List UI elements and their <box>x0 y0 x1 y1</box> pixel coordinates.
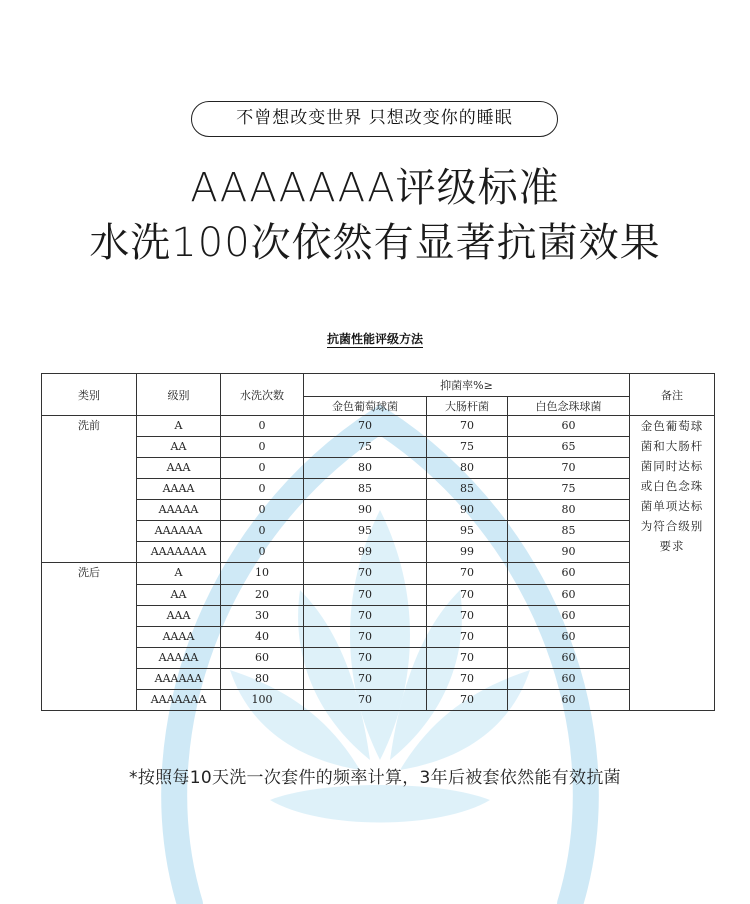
staph-cell: 95 <box>304 521 427 542</box>
washes-cell: 0 <box>221 416 304 437</box>
note-line: 要求 <box>659 539 685 553</box>
grade-cell: AAAAAAA <box>137 689 221 710</box>
table-row <box>42 605 715 626</box>
staph-cell: 70 <box>304 668 427 689</box>
ecoli-cell: 70 <box>427 668 508 689</box>
antibacterial-grade-table <box>41 373 715 711</box>
washes-cell: 0 <box>221 521 304 542</box>
candida-cell: 60 <box>508 626 630 647</box>
grade-cell: AAAAAA <box>137 521 221 542</box>
washes-cell: 0 <box>221 542 304 563</box>
staph-cell: 70 <box>304 689 427 710</box>
candida-cell: 70 <box>508 458 630 479</box>
staph-cell: 70 <box>304 584 427 605</box>
category-cell: 洗前 <box>42 416 137 563</box>
table-title: 抗菌性能评级方法 <box>326 332 423 346</box>
candida-cell: 60 <box>508 668 630 689</box>
grade-cell: AAAA <box>137 479 221 500</box>
grade-cell: AAAAA <box>137 500 221 521</box>
ecoli-cell: 70 <box>427 563 508 584</box>
staph-cell: 70 <box>304 416 427 437</box>
grade-cell: AAAAA <box>137 647 221 668</box>
grade-cell: AA <box>137 584 221 605</box>
header-washes: 水洗次数 <box>221 374 304 416</box>
note-line: 菌单项达标 <box>640 499 704 513</box>
washes-cell: 0 <box>221 479 304 500</box>
footer-note: *按照每10天洗一次套件的频率计算，3年后被套依然能有效抗菌 <box>129 768 621 788</box>
washes-cell: 40 <box>221 626 304 647</box>
category-cell: 洗后 <box>42 563 137 711</box>
header-category: 类别 <box>42 374 137 416</box>
staph-cell: 80 <box>304 458 427 479</box>
candida-cell: 60 <box>508 416 630 437</box>
slogan-pill: 不曾想改变世界 只想改变你的睡眠 <box>191 101 558 137</box>
header-candida: 白色念珠球菌 <box>508 397 630 416</box>
candida-cell: 80 <box>508 500 630 521</box>
candida-cell: 90 <box>508 542 630 563</box>
candida-cell: 85 <box>508 521 630 542</box>
washes-cell: 20 <box>221 584 304 605</box>
ecoli-cell: 90 <box>427 500 508 521</box>
candida-cell: 60 <box>508 647 630 668</box>
ecoli-cell: 75 <box>427 437 508 458</box>
staph-cell: 70 <box>304 563 427 584</box>
table-row <box>42 647 715 668</box>
header-staph: 金色葡萄球菌 <box>304 397 427 416</box>
grade-cell: AAAA <box>137 626 221 647</box>
washes-cell: 10 <box>221 563 304 584</box>
table-row <box>42 479 715 500</box>
note-line: 或白色念珠 <box>640 479 704 493</box>
washes-cell: 0 <box>221 458 304 479</box>
staph-cell: 85 <box>304 479 427 500</box>
grade-cell: AAA <box>137 458 221 479</box>
table-row <box>42 437 715 458</box>
candida-cell: 60 <box>508 605 630 626</box>
candida-cell: 60 <box>508 563 630 584</box>
ecoli-cell: 70 <box>427 605 508 626</box>
ecoli-cell: 70 <box>427 647 508 668</box>
staph-cell: 70 <box>304 605 427 626</box>
grade-cell: AAAAAAA <box>137 542 221 563</box>
table-row <box>42 689 715 710</box>
washes-cell: 0 <box>221 437 304 458</box>
table-row <box>42 521 715 542</box>
note-line: 金色葡萄球 <box>640 419 704 433</box>
ecoli-cell: 70 <box>427 689 508 710</box>
table-row <box>42 542 715 563</box>
grade-cell: A <box>137 563 221 584</box>
staph-cell: 70 <box>304 647 427 668</box>
ecoli-cell: 70 <box>427 584 508 605</box>
table-row <box>42 500 715 521</box>
staph-cell: 90 <box>304 500 427 521</box>
grade-cell: A <box>137 416 221 437</box>
header-ecoli: 大肠杆菌 <box>427 397 508 416</box>
table-row <box>42 458 715 479</box>
staph-cell: 70 <box>304 626 427 647</box>
washes-cell: 100 <box>221 689 304 710</box>
ecoli-cell: 70 <box>427 626 508 647</box>
table-row <box>42 416 715 437</box>
washes-cell: 60 <box>221 647 304 668</box>
table-row <box>42 626 715 647</box>
grade-cell: AAA <box>137 605 221 626</box>
ecoli-cell: 95 <box>427 521 508 542</box>
staph-cell: 99 <box>304 542 427 563</box>
headline-line-2: 水洗100次依然有显著抗菌效果 <box>89 220 661 266</box>
note-cell <box>630 416 715 711</box>
ecoli-cell: 99 <box>427 542 508 563</box>
note-line: 菌同时达标 <box>640 459 704 473</box>
grade-cell: AAAAAA <box>137 668 221 689</box>
table-row <box>42 563 715 584</box>
header-rate-group: 抑菌率%≥ <box>304 374 630 397</box>
washes-cell: 0 <box>221 500 304 521</box>
table-row <box>42 668 715 689</box>
ecoli-cell: 70 <box>427 416 508 437</box>
header-note: 备注 <box>630 374 715 416</box>
grade-cell: AA <box>137 437 221 458</box>
header-grade: 级别 <box>137 374 221 416</box>
candida-cell: 60 <box>508 689 630 710</box>
candida-cell: 75 <box>508 479 630 500</box>
ecoli-cell: 85 <box>427 479 508 500</box>
ecoli-cell: 80 <box>427 458 508 479</box>
candida-cell: 65 <box>508 437 630 458</box>
staph-cell: 75 <box>304 437 427 458</box>
candida-cell: 60 <box>508 584 630 605</box>
table-row <box>42 584 715 605</box>
headline-line-1: AAAAAAA评级标准 <box>190 165 560 211</box>
washes-cell: 80 <box>221 668 304 689</box>
washes-cell: 30 <box>221 605 304 626</box>
note-line: 为符合级别 <box>640 519 704 533</box>
note-line: 菌和大肠杆 <box>640 439 704 453</box>
